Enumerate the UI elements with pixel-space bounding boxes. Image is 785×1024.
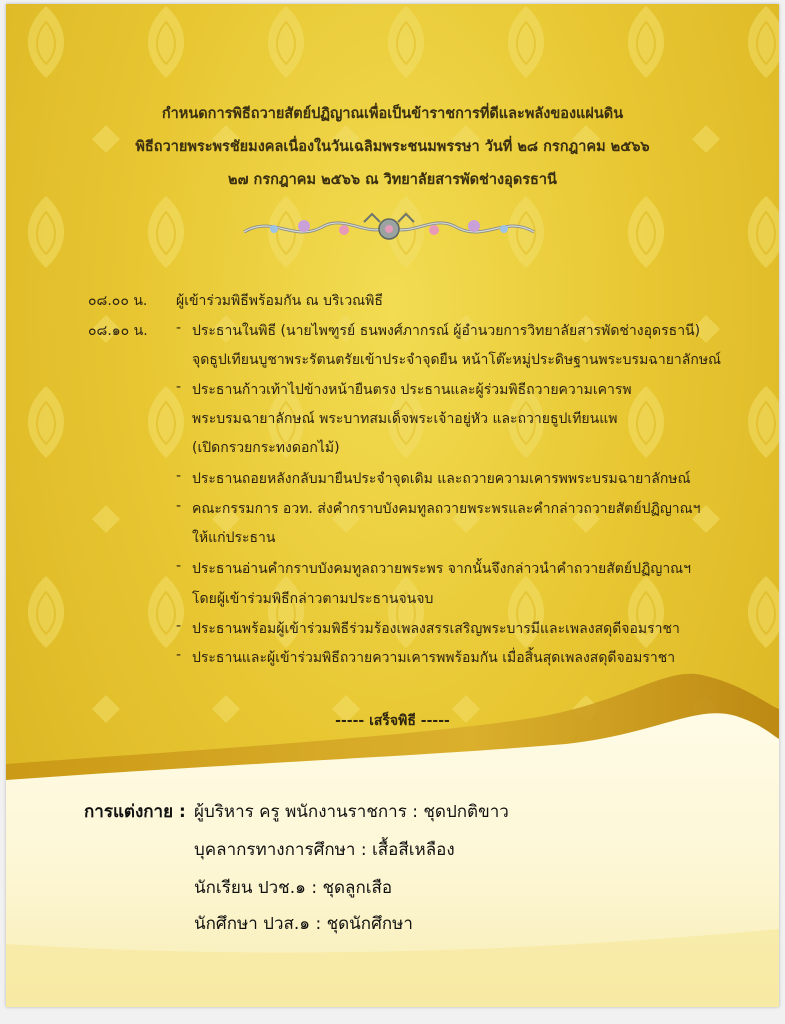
- header-title-line-2: พิธีถวายพระพรชัยมงคลเนื่องในวันเฉลิมพระชนมพรรษา วันที่ ๒๘ กรกฎาคม ๒๕๖๖: [135, 139, 650, 155]
- list-item-line: จุดธูปเทียนบูชาพระรัตนตรัยเข้าประจำจุดยืน หน้าโต๊ะหมู่ประดิษฐานพระบรมฉายาลักษณ์: [192, 352, 722, 368]
- list-bullet: -: [176, 558, 182, 574]
- invitation-page: [6, 4, 779, 1007]
- list-item-line: โดยผู้เข้าร่วมพิธีกล่าวตามประธานจนจบ: [192, 591, 434, 607]
- list-item-line: พระบรมฉายาลักษณ์ พระบาทสมเด็จพระเจ้าอยู่หัว และถวายธูปเทียนแพ: [192, 411, 618, 427]
- list-item-line: ประธานและผู้เข้าร่วมพิธีถวายความเคารพพร้อมกัน เมื่อสิ้นสุดเพลงสดุดีจอมราชา: [192, 650, 676, 666]
- header-date-location: ๒๗ กรกฎาคม ๒๕๖๖ ณ วิทยาลัยสารพัดช่างอุดรธานี: [228, 172, 557, 188]
- header-title-line-1: กำหนดการพิธีถวายสัตย์ปฏิญาณเพื่อเป็นข้าราชการที่ดีและพลังของแผ่นดิน: [161, 106, 624, 122]
- schedule-time-0800: ๐๘.๐๐ น.: [88, 293, 148, 309]
- list-bullet: -: [176, 498, 182, 514]
- schedule-time-0810: ๐๘.๑๐ น.: [88, 323, 148, 339]
- ceremony-end-note: ----- เสร็จพิธี -----: [335, 713, 450, 729]
- list-bullet: -: [176, 618, 182, 634]
- list-bullet: -: [176, 379, 182, 395]
- list-item-line: ให้แก่ประธาน: [192, 530, 276, 546]
- list-item-line: ประธานอ่านคำกราบบังคมทูลถวายพระพร จากนั้นจึงกล่าวนำคำถวายสัตย์ปฏิญาณฯ: [192, 561, 692, 577]
- list-item-line: ประธานก้าวเท้าไปข้างหน้ายืนตรง ประธานและผู้ร่วมพิธีถวายความเคารพ: [192, 382, 632, 398]
- list-bullet: -: [176, 468, 182, 484]
- list-bullet: -: [176, 647, 182, 663]
- floral-ornament-divider: [234, 204, 544, 254]
- list-bullet: -: [176, 320, 182, 336]
- dress-code-entry: นักเรียน ปวช.๑ : ชุดลูกเสือ: [194, 878, 393, 898]
- dress-code-entry: นักศึกษา ปวส.๑ : ชุดนักศึกษา: [194, 914, 413, 934]
- dress-code-entry: ผู้บริหาร ครู พนักงานราชการ : ชุดปกติขาว: [194, 802, 509, 822]
- dress-code-entry: บุคลากรทางการศึกษา : เสื้อสีเหลือง: [194, 840, 455, 860]
- dress-code-label: การแต่งกาย :: [84, 802, 186, 822]
- list-item-line: คณะกรรมการ อวท. ส่งคำกราบบังคมทูลถวายพระพรและคำกล่าวถวายสัตย์ปฏิญาณฯ: [192, 501, 701, 517]
- schedule-item-gathering: ผู้เข้าร่วมพิธีพร้อมกัน ณ บริเวณพิธี: [176, 293, 383, 309]
- list-item-line: ประธานในพิธี (นายไพฑูรย์ ธนพงศ์ภากรณ์ ผู้อำนวยการวิทยาลัยสารพัดช่างอุดรธานี): [192, 323, 701, 339]
- list-item-line: (เปิดกรวยกระทงดอกไม้): [192, 440, 340, 456]
- list-item-line: ประธานพร้อมผู้เข้าร่วมพิธีร่วมร้องเพลงสรรเสริญพระบารมีและเพลงสดุดีจอมราชา: [192, 621, 680, 637]
- list-item-line: ประธานถอยหลังกลับมายืนประจำจุดเดิม และถวายความเคารพพระบรมฉายาลักษณ์: [192, 471, 691, 487]
